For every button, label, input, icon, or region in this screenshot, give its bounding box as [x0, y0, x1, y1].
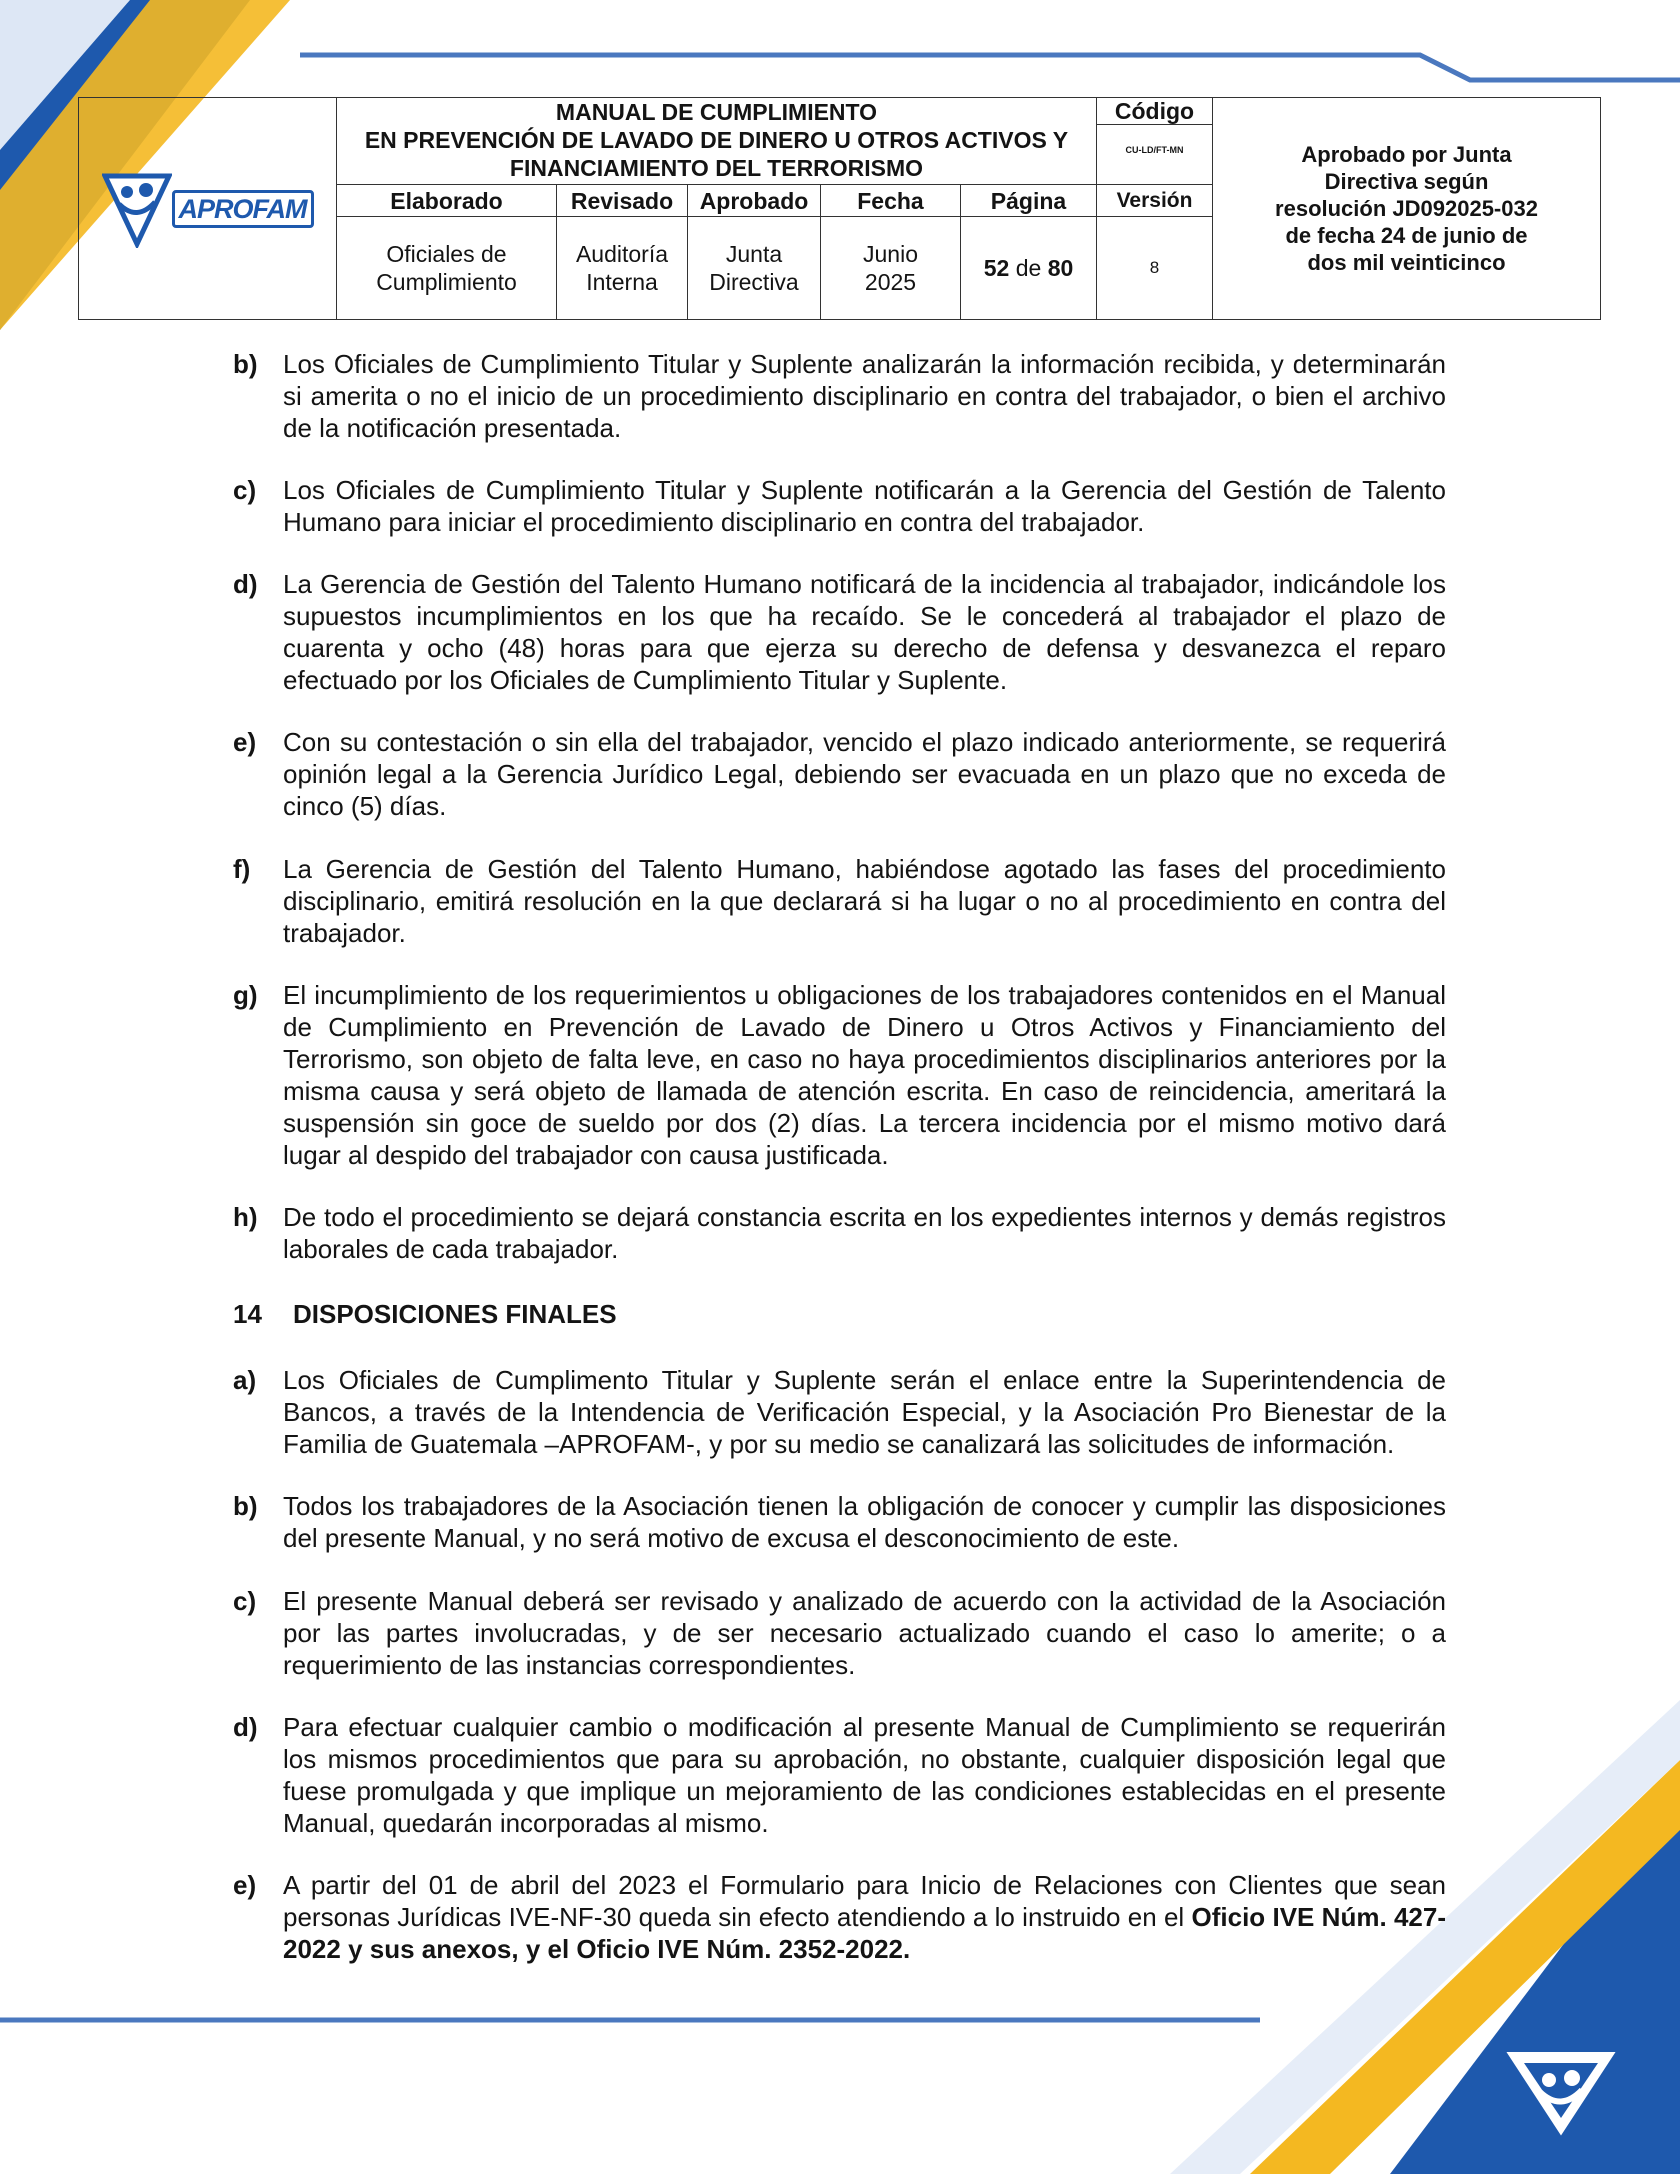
col-elaborado: Elaborado: [337, 185, 557, 217]
list-item: e) Con su contestación o sin ella del trabajador, vencido el plazo indicado anteriormente, se requerirá opinión legal a la Gerencia Jurídico Legal, debiendo ser evacuada en un plazo que no exceda de cinco (5) días.: [233, 727, 1446, 821]
codigo-value: CU-LD/FT-MN: [1125, 145, 1184, 155]
approval-note: Aprobado por Junta Directiva según resolución JD092025-032 de fecha 24 de junio de dos mil veinticinco: [1213, 98, 1601, 320]
version-value: 8: [1097, 217, 1213, 320]
list-item: d) La Gerencia de Gestión del Talento Humano notificará de la incidencia al trabajador, indicándole los supuestos incumplimientos en los que ha recaído. Se le concederá al trabajador el plazo de cuarenta y ocho (48) horas para que ejerza su derecho de defensa y desvanezca el reparo efectuado por los Oficiales de Cumplimiento Titular y Suplente.: [233, 569, 1446, 695]
col-aprobado: Aprobado: [688, 185, 821, 217]
aprobado-value: Junta Directiva: [688, 217, 821, 320]
list-item: c) Los Oficiales de Cumplimiento Titular y Suplente notificarán a la Gerencia del Gestión de Talento Humano para iniciar el procedimiento disciplinario en contra del trabajador.: [233, 475, 1446, 537]
document-header-table: [78, 97, 1601, 320]
document-title: MANUAL DE CUMPLIMIENTO EN PREVENCIÓN DE LAVADO DE DINERO U OTROS ACTIVOS Y FINANCIAMIENTO DEL TERRORISMO: [337, 98, 1097, 185]
list-item: b) Los Oficiales de Cumplimiento Titular y Suplente analizarán la información recibida, y determinarán si amerita o no el inicio de un procedimiento disciplinario en contra del trabajador, o bien el archivo de la notificación presentada.: [233, 349, 1446, 443]
logo-cell: [79, 98, 337, 320]
aprofam-logo: [79, 170, 336, 248]
col-revisado: Revisado: [557, 185, 688, 217]
fecha-value: Junio 2025: [821, 217, 961, 320]
logo-wordmark: APROFAM: [172, 190, 314, 228]
elaborado-value: Oficiales de Cumplimiento: [337, 217, 557, 320]
oficio-reference: Oficio IVE Núm. 427-2022 y sus anexos, y el Oficio IVE Núm. 2352-2022.: [283, 1902, 1446, 1964]
top-rule: [300, 55, 1680, 80]
page-number: 52 de 80: [961, 217, 1097, 320]
list-item: f) La Gerencia de Gestión del Talento Humano, habiéndose agotado las fases del procedimiento disciplinario, emitirá resolución en la que declarará si ha lugar o no al procedimiento en contra del trabajador.: [233, 854, 1446, 948]
list-item: e) A partir del 01 de abril del 2023 el Formulario para Inicio de Relaciones con Clientes que sean personas Jurídicas IVE-NF-30 queda sin efecto atendiendo a lo instruido en el Oficio IVE Núm. 427-2022 y sus anexos, y el Oficio IVE Núm. 2352-2022.: [233, 1870, 1446, 1964]
list-item: d) Para efectuar cualquier cambio o modificación al presente Manual de Cumplimiento se requerirán los mismos procedimientos que para su aprobación, no obstante, cualquier disposición legal que fuese promulgada y que implique un mejoramiento de las condiciones establecidas en el presente Manual, quedarán incorporadas al mismo.: [233, 1712, 1446, 1838]
codigo-label: Código: [1097, 98, 1212, 125]
list-item: b) Todos los trabajadores de la Asociación tienen la obligación de conocer y cumplir las disposiciones del presente Manual, y no será motivo de excusa el desconocimiento de este.: [233, 1491, 1446, 1553]
list-item: c) El presente Manual deberá ser revisado y analizado de acuerdo con la actividad de la Asociación por las partes involucradas, y de ser necesario actualizado cuando el caso lo amerite; o a requerimiento de las instancias correspondientes.: [233, 1586, 1446, 1680]
list-item: a) Los Oficiales de Cumplimento Titular y Suplente serán el enlace entre la Superintendencia de Bancos, a través de la Intendencia de Verificación Especial, y la Asociación Pro Bienestar de la Familia de Guatemala –APROFAM-, y por su medio se canalizará las solicitudes de información.: [233, 1365, 1446, 1459]
list-item: g) El incumplimiento de los requerimientos u obligaciones de los trabajadores contenidos en el Manual de Cumplimiento en Prevención de Lavado de Dinero u Otros Activos y Financiamiento del Terrorismo, son objeto de falta leve, en caso no haya procedimientos disciplinarios anteriores por la misma causa y será objeto de llamada de atención escrita. En caso de reincidencia, ameritará la suspensión sin goce de sueldo por dos (2) días. La tercera incidencia por el mismo motivo dará lugar al despido del trabajador con causa justificada.: [233, 980, 1446, 1170]
list-item: h) De todo el procedimiento se dejará constancia escrita en los expedientes internos y demás registros laborales de cada trabajador.: [233, 1202, 1446, 1264]
section-heading: 14 DISPOSICIONES FINALES: [233, 1299, 617, 1329]
revisado-value: Auditoría Interna: [557, 217, 688, 320]
col-version: Versión: [1097, 185, 1213, 217]
aprofam-logo-icon: [102, 170, 172, 248]
col-fecha: Fecha: [821, 185, 961, 217]
codigo-cell: [1097, 98, 1213, 185]
col-pagina: Página: [961, 185, 1097, 217]
